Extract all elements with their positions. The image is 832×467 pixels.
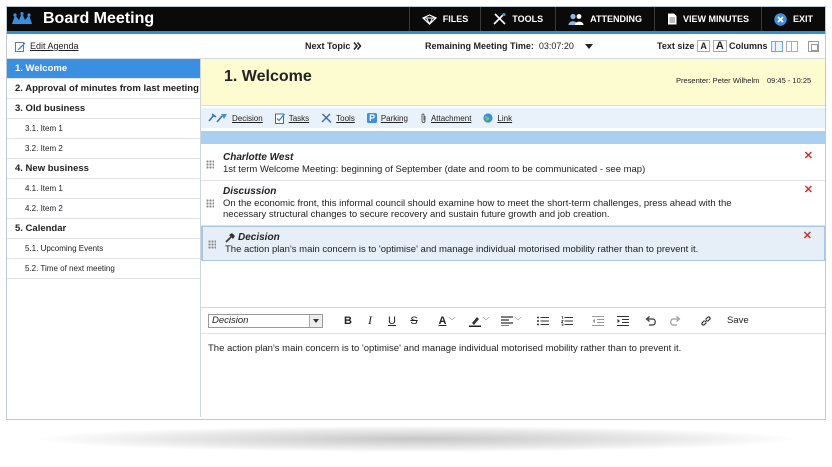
indent-icon — [617, 316, 629, 326]
redo-icon — [669, 316, 681, 326]
fullscreen-icon[interactable] — [808, 41, 819, 52]
link-label: Link — [497, 113, 513, 123]
exit-button[interactable] — [761, 7, 825, 31]
agenda-sidebar — [7, 59, 201, 417]
view-minutes-button[interactable] — [654, 7, 761, 31]
agenda-item-old-business[interactable]: 3. Old business — [7, 99, 200, 119]
agenda-item-welcome[interactable]: 1. Welcome — [7, 59, 200, 79]
remaining-time-value: 03:07:20 — [538, 41, 574, 51]
paperclip-icon — [420, 113, 427, 124]
drag-handle-icon[interactable] — [208, 240, 216, 249]
add-tasks-button[interactable] — [275, 113, 309, 124]
entry-title: Discussion — [223, 186, 277, 197]
underline-button[interactable]: U — [388, 314, 396, 327]
people-icon — [568, 13, 584, 25]
chevron-down-icon: ﹀ — [514, 317, 522, 325]
tools-icon — [321, 113, 332, 123]
tools-button[interactable] — [480, 7, 555, 31]
app-title: Board Meeting — [43, 10, 155, 27]
parking-label: Parking — [380, 113, 408, 123]
strikethrough-button[interactable]: S — [410, 314, 418, 327]
gavel-icon — [225, 233, 235, 243]
align-button[interactable] — [495, 312, 527, 330]
parking-icon — [367, 113, 377, 123]
redo-button[interactable] — [663, 312, 687, 330]
next-topic-button[interactable] — [305, 41, 362, 51]
minutes-entry[interactable] — [201, 181, 825, 226]
remaining-time-dropdown-icon[interactable] — [585, 44, 593, 49]
add-decision-button[interactable] — [208, 113, 263, 123]
top-bar — [7, 7, 825, 34]
editor-toolbar — [201, 308, 825, 334]
rich-text-editor — [201, 307, 825, 417]
item-toolbar — [201, 108, 825, 128]
chevron-down-icon: ﹀ — [448, 317, 456, 325]
remaining-time-label: Remaining Meeting Time: — [425, 41, 534, 51]
undo-button[interactable] — [639, 312, 663, 330]
document-icon — [667, 13, 677, 25]
topic-time-range: 09:45 - 10:25 — [767, 76, 812, 85]
agenda-item-calendar[interactable]: 5. Calendar — [7, 219, 200, 239]
edit-agenda-link[interactable] — [15, 41, 79, 52]
drag-handle-icon[interactable] — [206, 160, 214, 169]
agenda-item-old-business-item-2[interactable]: 3.2. Item 2 — [7, 139, 200, 159]
one-column-icon[interactable] — [771, 41, 783, 52]
gavel-icon — [208, 113, 228, 123]
bold-button[interactable]: B — [344, 314, 352, 327]
add-attachment-button[interactable] — [420, 113, 471, 124]
highlight-button[interactable] — [463, 312, 495, 330]
indent-button[interactable] — [611, 312, 635, 330]
undo-icon — [645, 316, 657, 326]
entry-title-row — [225, 232, 824, 243]
agenda-item-approval-of-minutes[interactable]: 2. Approval of minutes from last meeting — [7, 79, 200, 99]
item-tools-label: Tools — [336, 113, 355, 123]
agenda-item-time-of-next-meeting[interactable]: 5.2. Time of next meeting — [7, 259, 200, 279]
drag-handle-icon[interactable] — [206, 199, 214, 208]
add-link-button[interactable] — [483, 113, 512, 123]
outdent-icon — [592, 316, 604, 326]
meeting-toolbar — [7, 34, 825, 59]
agenda-item-new-business[interactable]: 4. New business — [7, 159, 200, 179]
tools-label: TOOLS — [512, 14, 544, 24]
minutes-entry-selected[interactable] — [201, 226, 825, 261]
main-area — [7, 59, 825, 417]
agenda-item-old-business-item-1[interactable]: 3.1. Item 1 — [7, 119, 200, 139]
delete-icon[interactable]: ✕ — [802, 230, 812, 242]
columns-control — [729, 41, 798, 52]
window-shadow — [40, 426, 792, 452]
style-select[interactable] — [208, 314, 323, 328]
entry-title: Charlotte West — [223, 152, 294, 163]
topic-title: 1. Welcome — [224, 68, 312, 85]
add-parking-button[interactable] — [367, 113, 408, 123]
delete-icon[interactable]: ✕ — [803, 150, 813, 162]
agenda-item-upcoming-events[interactable]: 5.1. Upcoming Events — [7, 239, 200, 259]
text-size-large-button[interactable]: A — [713, 40, 727, 52]
files-icon — [422, 14, 437, 25]
highlighter-icon — [469, 315, 481, 327]
style-select-value: Decision — [212, 315, 249, 326]
edit-agenda-label: Edit Agenda — [30, 41, 79, 51]
view-minutes-label: VIEW MINUTES — [682, 14, 749, 24]
decision-label: Decision — [232, 113, 263, 123]
link-icon — [700, 315, 712, 327]
checklist-icon — [275, 113, 285, 124]
chevron-down-icon — [309, 315, 322, 327]
bullet-list-icon — [537, 316, 549, 326]
numbered-list-button[interactable] — [555, 312, 579, 330]
outdent-button[interactable] — [585, 312, 611, 330]
files-button[interactable] — [409, 7, 481, 31]
add-tools-button[interactable] — [321, 113, 355, 123]
remaining-time — [425, 41, 593, 51]
globe-icon — [483, 113, 493, 123]
entry-title: Decision — [238, 232, 280, 243]
exit-label: EXIT — [792, 14, 813, 24]
app-window — [6, 6, 826, 420]
files-label: FILES — [442, 14, 469, 24]
tasks-label: Tasks — [288, 113, 310, 123]
two-column-icon[interactable] — [786, 41, 798, 52]
tools-icon — [493, 13, 506, 25]
agenda-item-new-business-item-2[interactable]: 4.2. Item 2 — [7, 199, 200, 219]
minutes-entry[interactable] — [201, 147, 825, 181]
chevron-down-icon: ﹀ — [482, 317, 490, 325]
text-size-label: Text size — [657, 41, 695, 51]
link-button[interactable] — [693, 312, 719, 330]
topic-header — [201, 59, 825, 106]
topic-content — [201, 59, 825, 417]
agenda-item-new-business-item-1[interactable]: 4.1. Item 1 — [7, 179, 200, 199]
save-button[interactable]: Save — [727, 315, 749, 326]
delete-icon[interactable]: ✕ — [803, 184, 813, 196]
editor-text-area[interactable]: The action plan's main concern is to 'optimise' and manage individual motorised mobility rather than to prevent it. — [208, 343, 682, 354]
presenter-label: Presenter: Peter Wilhelm — [676, 76, 760, 85]
double-chevron-right-icon — [353, 42, 362, 50]
app-logo-icon — [7, 7, 37, 31]
numbered-list-icon — [561, 316, 573, 326]
columns-label: Columns — [729, 41, 768, 51]
next-topic-label: Next Topic — [305, 41, 351, 51]
text-size-small-button[interactable]: A — [697, 40, 710, 52]
align-left-icon — [501, 316, 513, 326]
italic-button[interactable]: I — [368, 313, 372, 327]
text-color-letter: A — [438, 314, 447, 327]
bullet-list-button[interactable] — [531, 312, 555, 330]
items-header-band — [201, 131, 825, 144]
attending-button[interactable] — [555, 7, 654, 31]
entry-text: On the economic front, this informal council should examine how to meet the short-term challenges, press ahead with the necessary structural changes to secure recovery and sustain future growth and job creation. — [223, 198, 732, 220]
attending-label: ATTENDING — [590, 14, 642, 24]
entry-text: 1st term Welcome Meeting: beginning of September (date and room to be communicated - see map) — [223, 164, 646, 175]
edit-icon — [15, 41, 26, 52]
attachment-label: Attachment — [430, 113, 472, 123]
entry-text: The action plan's main concern is to 'optimise' and manage individual motorised mobility rather than to prevent it. — [225, 244, 699, 255]
text-color-button[interactable] — [431, 312, 463, 330]
text-size-control — [657, 40, 727, 52]
close-circle-icon — [774, 13, 787, 26]
